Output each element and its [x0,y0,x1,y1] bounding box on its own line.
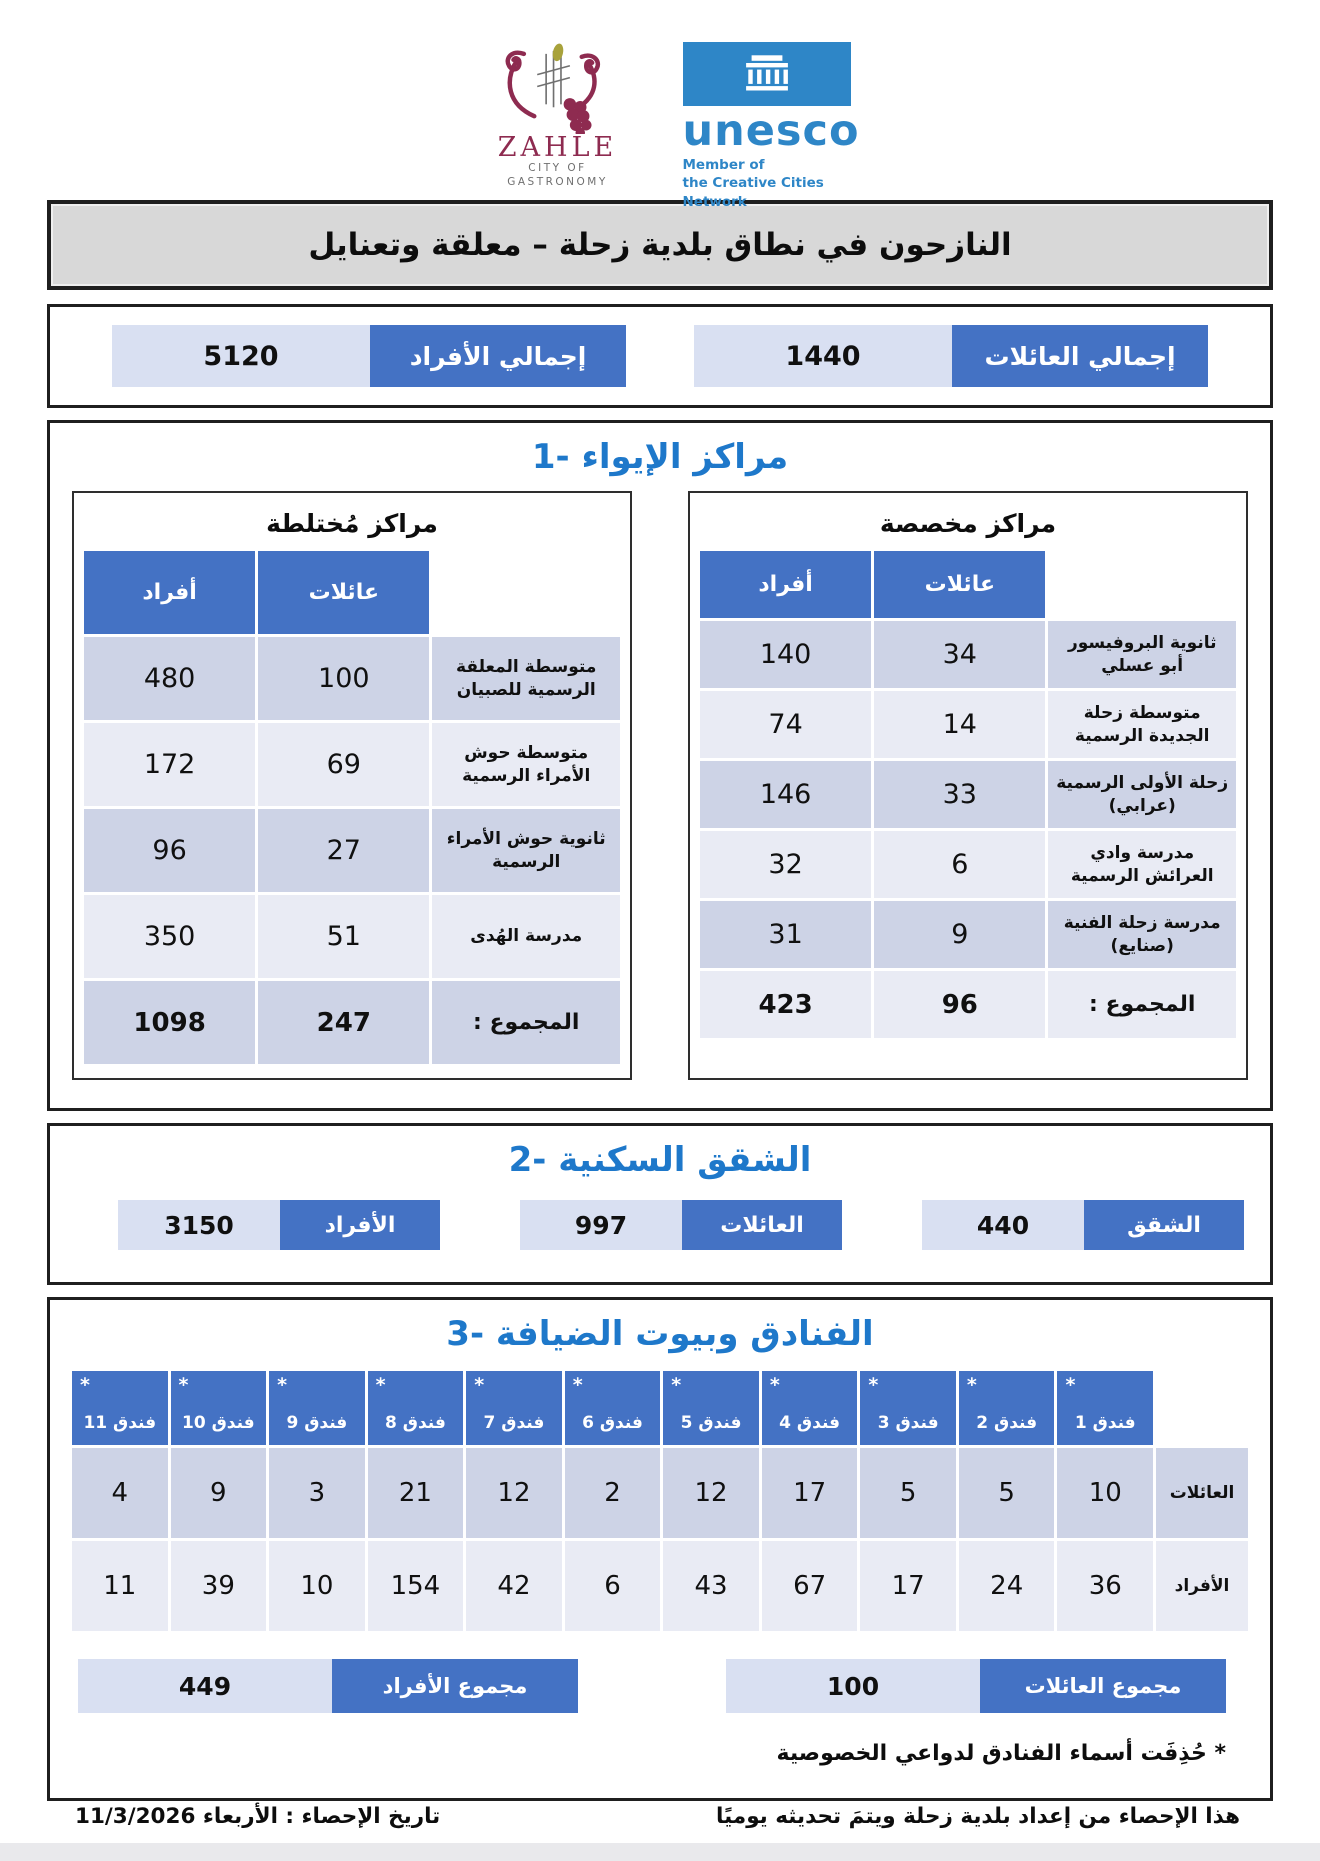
privacy-note: * حُذِفَت أسماء الفنادق لدواعي الخصوصية [776,1741,1226,1766]
asterisk-icon: * [572,1374,583,1396]
hotels-total-individuals-label: مجموع الأفراد [332,1659,578,1713]
apartment-individuals-label: الأفراد [280,1200,440,1250]
families-value: 34 [874,621,1045,688]
hotel-families-cell: 17 [762,1448,858,1538]
shelter-tables [50,487,1270,1108]
table-row [84,809,620,892]
families-column-header: عائلات [258,551,429,634]
table-total-row [700,971,1236,1038]
apartments-label: الشقق [1084,1200,1244,1250]
zahle-subtitle-gastronomy: GASTRONOMY [507,175,608,188]
hotel-families-cell: 4 [72,1448,168,1538]
total-individuals-value: 5120 [112,325,370,387]
hotels-total-families-value: 100 [726,1659,980,1713]
center-name: ثانوية حوش الأمراء الرسمية [432,809,620,892]
hotel-families-cell: 3 [269,1448,365,1538]
hotels-header-row [72,1371,1248,1445]
asterisk-icon: * [277,1374,288,1396]
row-label-families: العائلات [1156,1448,1248,1538]
asterisk-icon: * [769,1374,780,1396]
families-value: 100 [258,637,429,720]
unesco-logo [683,42,858,211]
total-families: 96 [874,971,1045,1038]
hotels-individuals-row [72,1541,1248,1631]
asterisk-icon: * [375,1374,386,1396]
hotel-header [663,1371,759,1445]
hotels-total-individuals-pair [78,1659,578,1713]
families-value: 51 [258,895,429,978]
apartments-pairs [50,1190,1270,1282]
unesco-member-line1: Member of [682,157,765,174]
hotel-families-cell: 5 [860,1448,956,1538]
section2-title: 2- الشقق السكنية [508,1140,812,1180]
hotel-families-cell: 12 [663,1448,759,1538]
hotel-individuals-cell: 10 [269,1541,365,1631]
hotel-individuals-cell: 67 [762,1541,858,1631]
individuals-value: 32 [700,831,871,898]
individuals-value: 140 [700,621,871,688]
hotel-name: فندق 6 [582,1413,643,1433]
asterisk-icon: * [671,1374,682,1396]
individuals-value: 146 [700,761,871,828]
individuals-column-header: أفراد [700,551,871,618]
row-label-individuals: الأفراد [1156,1541,1248,1631]
hotel-families-cell: 21 [368,1448,464,1538]
families-value: 27 [258,809,429,892]
center-name: مدرسة زحلة الفنية (صنايع) [1048,901,1236,968]
mixed-centers-title: مراكز مُختلطة [266,509,438,538]
zahle-logo [463,42,653,190]
hotels-total-families-label: مجموع العائلات [980,1659,1226,1713]
table-header-row [84,551,620,634]
center-name: مدرسة الهُدى [432,895,620,978]
asterisk-icon: * [966,1374,977,1396]
individuals-column-header: أفراد [84,551,255,634]
families-value: 69 [258,723,429,806]
section-apartments [47,1123,1273,1285]
individuals-value: 480 [84,637,255,720]
unesco-temple-icon [734,51,800,97]
individuals-value: 172 [84,723,255,806]
section-shelter-centers [47,420,1273,1111]
families-value: 33 [874,761,1045,828]
apartment-individuals-pair [118,1200,440,1250]
hotel-individuals-cell: 24 [959,1541,1055,1631]
empty-header-cell [1048,551,1236,618]
hotels-total-individuals-value: 449 [78,1659,332,1713]
hotel-header [466,1371,562,1445]
apartments-value: 440 [922,1200,1084,1250]
asterisk-icon: * [80,1374,90,1396]
center-name: متوسطة المعلقة الرسمية للصبيان [432,637,620,720]
hotel-name: فندق 1 [1074,1413,1136,1433]
table-row [84,723,620,806]
hotels-table [50,1364,1270,1631]
total-individuals: 423 [700,971,871,1038]
hotels-families-row [72,1448,1248,1538]
hotels-total-families-pair [726,1659,1226,1713]
empty-header-cell [432,551,620,634]
grand-totals-box [47,304,1273,408]
zahle-wordmark: ZAHLE [497,132,618,163]
total-families-pair [694,325,1208,387]
dedicated-centers-table [688,491,1248,1080]
total-label: المجموع : [1048,971,1236,1038]
empty-header-cell [1156,1371,1248,1445]
apartments-pair [922,1200,1244,1250]
individuals-value: 350 [84,895,255,978]
hotel-name: فندق 10 [181,1413,255,1433]
footer [0,1804,1320,1829]
table-row [84,637,620,720]
hotel-individuals-cell: 11 [72,1541,168,1631]
total-families-label: إجمالي العائلات [952,325,1208,387]
hotels-totals [50,1631,1270,1713]
hotel-individuals-cell: 6 [565,1541,661,1631]
section3-title: 3- الفنادق وبيوت الضيافة [446,1314,874,1354]
zahle-emblem-icon [483,42,633,134]
table-row [700,831,1236,898]
total-individuals-pair [112,325,626,387]
footer-prepared-note: هذا الإحصاء من إعداد بلدية زحلة ويتمَ تحديثه يوميًا [716,1804,1240,1829]
table-header-row [700,551,1236,618]
center-name: متوسطة زحلة الجديدة الرسمية [1048,691,1236,758]
hotel-individuals-cell: 154 [368,1541,464,1631]
hotel-name: فندق 5 [680,1413,742,1433]
hotel-individuals-cell: 39 [171,1541,267,1631]
center-name: زحلة الأولى الرسمية (عرابي) [1048,761,1236,828]
hotel-individuals-cell: 17 [860,1541,956,1631]
hotel-individuals-cell: 42 [466,1541,562,1631]
hotel-individuals-cell: 43 [663,1541,759,1631]
total-families-value: 1440 [694,325,952,387]
table-row [700,621,1236,688]
hotel-individuals-cell: 36 [1057,1541,1153,1631]
hotel-families-cell: 12 [466,1448,562,1538]
hotel-name: فندق 4 [779,1413,841,1433]
hotel-header [269,1371,365,1445]
hotel-name: فندق 8 [384,1413,446,1433]
unesco-member-line2: the Creative Cities Network [682,175,824,210]
total-families: 247 [258,981,429,1064]
families-value: 9 [874,901,1045,968]
hotel-header [368,1371,464,1445]
hotel-families-cell: 9 [171,1448,267,1538]
footer-date-note: تاريخ الإحصاء : الأربعاء 11/3/2026 [75,1804,441,1829]
hotel-header [72,1371,168,1445]
hotel-header [959,1371,1055,1445]
unesco-emblem-box [683,42,851,106]
document-title: النازحون في نطاق بلدية زحلة – معلقة وتعنايل [308,227,1012,263]
unesco-wordmark: unesco [682,106,860,156]
zahle-subtitle-city-of: CITY OF [528,162,587,175]
total-individuals: 1098 [84,981,255,1064]
center-name: متوسطة حوش الأمراء الرسمية [432,723,620,806]
apartment-families-value: 997 [520,1200,682,1250]
individuals-value: 31 [700,901,871,968]
total-individuals-label: إجمالي الأفراد [370,325,626,387]
hotel-name: فندق 7 [483,1413,545,1433]
individuals-value: 96 [84,809,255,892]
document-title-bar [47,200,1273,290]
families-value: 14 [874,691,1045,758]
hotel-name: فندق 3 [877,1413,939,1433]
individuals-value: 74 [700,691,871,758]
center-name: مدرسة وادي العرائش الرسمية [1048,831,1236,898]
header-logos [47,0,1273,210]
table-row [700,901,1236,968]
center-name: ثانوية البروفيسور أبو عسلي [1048,621,1236,688]
section1-title: 1- مراكز الإيواء [531,437,789,477]
hotel-families-cell: 5 [959,1448,1055,1538]
table-row [700,691,1236,758]
hotel-header [860,1371,956,1445]
asterisk-icon: * [1065,1374,1076,1396]
hotel-header [565,1371,661,1445]
asterisk-icon: * [868,1374,879,1396]
table-total-row [84,981,620,1064]
apartment-individuals-value: 3150 [118,1200,280,1250]
mixed-centers-table [72,491,632,1080]
families-column-header: عائلات [874,551,1045,618]
hotel-name: فندق 9 [286,1413,348,1433]
dedicated-centers-title: مراكز مخصصة [879,509,1057,538]
total-label: المجموع : [432,981,620,1064]
apartment-families-pair [520,1200,842,1250]
table-row [700,761,1236,828]
families-value: 6 [874,831,1045,898]
hotel-header [1057,1371,1153,1445]
hotel-families-cell: 10 [1057,1448,1153,1538]
hotel-families-cell: 2 [565,1448,661,1538]
asterisk-icon: * [474,1374,485,1396]
section-hotels [47,1297,1273,1801]
asterisk-icon: * [178,1374,189,1396]
table-row [84,895,620,978]
hotel-header [171,1371,267,1445]
hotel-name: فندق 11 [83,1413,157,1433]
apartment-families-label: العائلات [682,1200,842,1250]
hotel-header [762,1371,858,1445]
bottom-gray-strip [0,1843,1320,1861]
hotel-name: فندق 2 [976,1413,1038,1433]
